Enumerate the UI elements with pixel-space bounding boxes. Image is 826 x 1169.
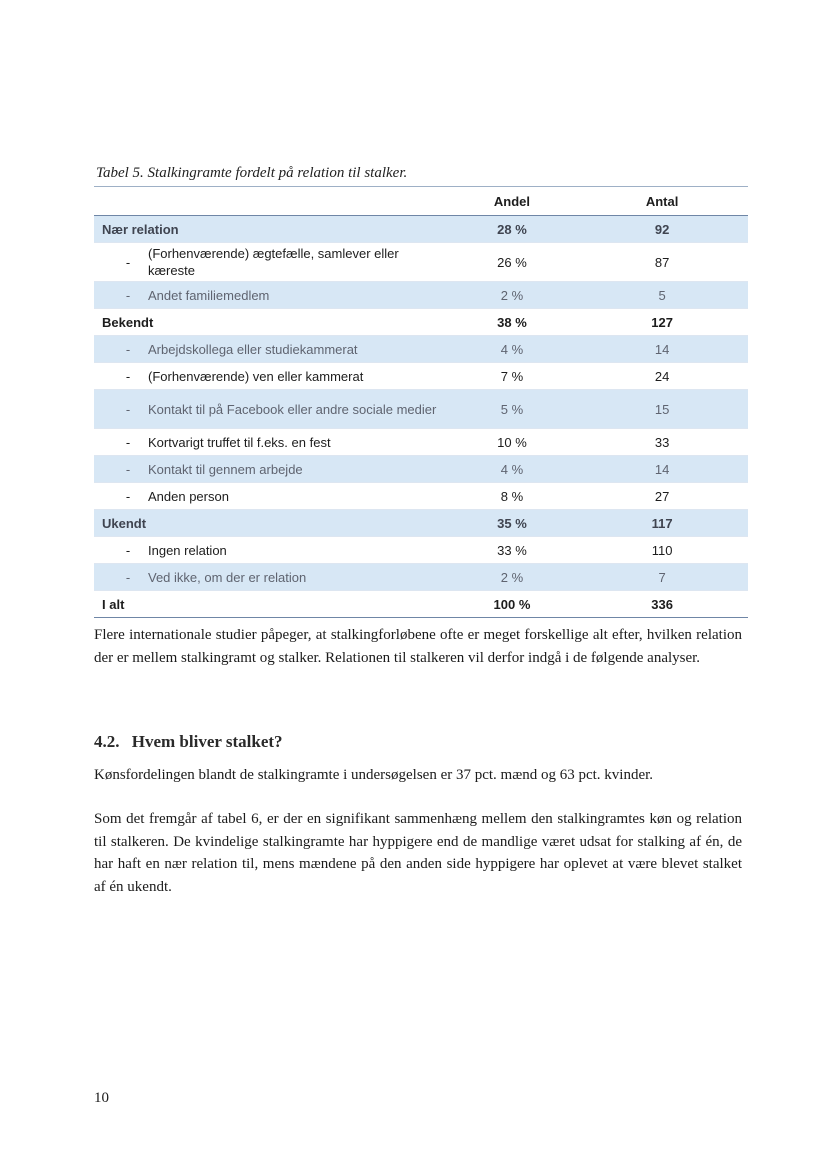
row-label: Ingen relation bbox=[148, 542, 227, 558]
row-andel: 8 % bbox=[500, 488, 524, 504]
row-label: (Forhenværende) ven eller kammerat bbox=[148, 368, 364, 384]
row-andel: 38 % bbox=[497, 314, 527, 330]
section-title: Hvem bliver stalket? bbox=[131, 732, 283, 751]
row-dash: - bbox=[125, 461, 131, 477]
table-row bbox=[94, 537, 748, 564]
row-label: Andet familiemedlem bbox=[148, 287, 270, 303]
table-row bbox=[94, 564, 748, 591]
row-andel: 7 % bbox=[500, 368, 524, 384]
row-label: Bekendt bbox=[102, 314, 154, 330]
table-row bbox=[94, 282, 748, 309]
row-andel: 28 % bbox=[497, 221, 527, 237]
row-label: Ved ikke, om der er relation bbox=[148, 569, 307, 585]
row-label: Anden person bbox=[148, 488, 229, 504]
table-row bbox=[94, 429, 748, 456]
relation-table bbox=[94, 186, 748, 618]
row-antal: 27 bbox=[654, 488, 670, 504]
row-dash: - bbox=[125, 488, 131, 504]
header-andel: Andel bbox=[493, 193, 531, 209]
table-row bbox=[94, 483, 748, 510]
table-row bbox=[94, 363, 748, 390]
table-row bbox=[94, 456, 748, 483]
row-antal: 14 bbox=[654, 461, 670, 477]
body-paragraph-1: Flere internationale studier påpeger, at stalkingforløbene ofte er meget forskellige alt efter, hvilken relation der er mellem stalkingramt og stalker. Relationen til stalkeren vil derfor indgå i de følgende analyser. bbox=[94, 627, 742, 666]
row-label-cell bbox=[94, 434, 438, 451]
row-antal: 336 bbox=[651, 596, 673, 612]
row-label: Arbejdskollega eller studiekammerat bbox=[148, 341, 358, 357]
table-caption: Tabel 5. Stalkingramte fordelt på relation til stalker. bbox=[96, 165, 408, 181]
row-antal: 7 bbox=[658, 569, 666, 585]
row-dash: - bbox=[125, 341, 131, 357]
body-paragraph-3: Som det fremgår af tabel 6, er der en signifikant sammenhæng mellem den stalkingramtes køn og relation til stalkeren. De kvindelige stalkingramte har hyppigere end de mandlige været udsat for stalking af én, de har haft en nær relation til, mens mændene på den anden side hyppigere har oplevet at være blevet stalket af én ukendt. bbox=[94, 811, 742, 895]
body-paragraph-2: Kønsfordelingen blandt de stalkingramte i undersøgelsen er 37 pct. mænd og 63 pct. kvinder. bbox=[94, 767, 654, 783]
table-row bbox=[94, 336, 748, 363]
row-dash: - bbox=[125, 287, 131, 303]
row-andel: 2 % bbox=[500, 569, 524, 585]
table-row-naer-relation bbox=[94, 216, 748, 243]
table-row-total bbox=[94, 591, 748, 617]
row-label: Nær relation bbox=[102, 221, 179, 237]
row-andel: 4 % bbox=[500, 341, 524, 357]
row-antal: 127 bbox=[651, 314, 673, 330]
row-andel: 33 % bbox=[497, 542, 527, 558]
row-label-cell bbox=[94, 287, 438, 304]
row-andel: 4 % bbox=[500, 461, 524, 477]
row-antal: 14 bbox=[654, 341, 670, 357]
table-header-row bbox=[94, 187, 748, 216]
page-number: 10 bbox=[94, 1090, 109, 1106]
row-dash: - bbox=[125, 542, 131, 558]
row-label: I alt bbox=[102, 596, 125, 612]
row-label-cell bbox=[94, 542, 438, 559]
row-label-cell bbox=[94, 488, 438, 505]
row-andel: 10 % bbox=[497, 434, 527, 450]
row-dash: - bbox=[125, 254, 131, 270]
row-label: Kontakt til gennem arbejde bbox=[148, 461, 303, 477]
row-antal: 110 bbox=[651, 542, 673, 558]
row-dash: - bbox=[125, 368, 131, 384]
row-label: Kortvarigt truffet til f.eks. en fest bbox=[148, 434, 331, 450]
row-dash: - bbox=[125, 434, 131, 450]
row-label-cell bbox=[94, 461, 438, 478]
row-andel: 100 % bbox=[493, 596, 531, 612]
row-label-cell bbox=[94, 569, 438, 586]
table-row-ukendt bbox=[94, 510, 748, 537]
row-antal: 24 bbox=[654, 368, 670, 384]
section-heading bbox=[94, 732, 283, 752]
row-antal: 117 bbox=[651, 515, 673, 531]
row-andel: 26 % bbox=[497, 254, 527, 270]
row-label: (Forhenværende) ægtefælle, samlever eller kæreste bbox=[148, 246, 399, 278]
row-dash: - bbox=[125, 569, 131, 585]
row-antal: 15 bbox=[654, 401, 670, 417]
row-label: Kontakt til på Facebook eller andre sociale medier bbox=[148, 401, 437, 417]
row-andel: 5 % bbox=[500, 401, 524, 417]
section-number: 4.2. bbox=[94, 732, 120, 751]
header-antal: Antal bbox=[645, 193, 679, 209]
row-andel: 35 % bbox=[497, 515, 527, 531]
row-label-cell bbox=[94, 341, 438, 358]
row-antal: 5 bbox=[658, 287, 666, 303]
row-antal: 92 bbox=[654, 221, 670, 237]
table-row bbox=[94, 243, 748, 282]
row-label: Ukendt bbox=[102, 515, 147, 531]
row-label-cell bbox=[94, 245, 438, 279]
row-label-cell bbox=[94, 368, 438, 385]
table-row-bekendt bbox=[94, 309, 748, 336]
row-label-cell bbox=[94, 401, 438, 418]
row-antal: 87 bbox=[654, 254, 670, 270]
row-andel: 2 % bbox=[500, 287, 524, 303]
row-dash: - bbox=[125, 401, 131, 417]
table-row bbox=[94, 390, 748, 429]
row-antal: 33 bbox=[654, 434, 670, 450]
